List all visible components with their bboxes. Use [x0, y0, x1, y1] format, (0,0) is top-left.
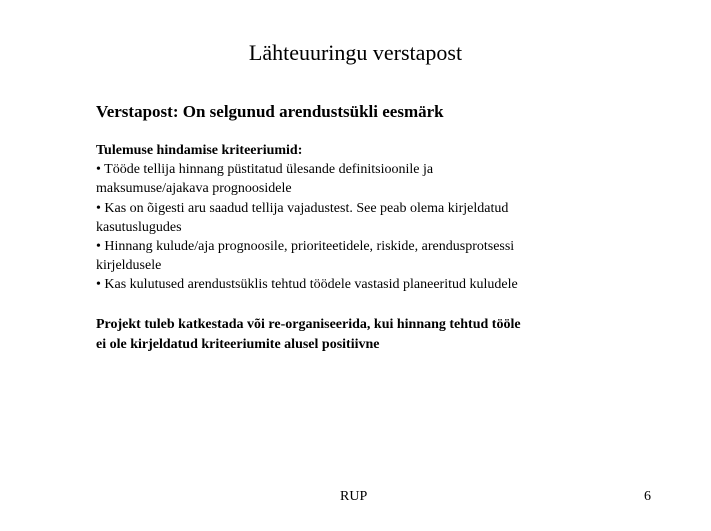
slide-footer: RUP	[340, 489, 368, 504]
criteria-line: • Kas on õigesti aru saadud tellija vajadustest. See peab olema kirjeldatud	[96, 200, 509, 216]
page-number: 6	[644, 489, 651, 504]
criteria-line: kirjeldusele	[96, 258, 162, 274]
conclusion-line: ei ole kirjeldatud kriteeriumite alusel positiivne	[96, 336, 380, 352]
criteria-line: • Kas kulutused arendustsüklis tehtud töödele vastasid planeeritud kuludele	[96, 277, 518, 293]
criteria-line: maksumuse/ajakava prognoosidele	[96, 181, 292, 197]
criteria-line: kasutuslugudes	[96, 219, 182, 235]
conclusion-line: Projekt tuleb katkestada või re-organiseerida, kui hinnang tehtud tööle	[96, 317, 521, 332]
criteria-block	[96, 141, 596, 295]
milestone-subtitle: Verstapost: On selgunud arendustsükli eesmärk	[96, 102, 444, 121]
criteria-heading: Tulemuse hindamise kriteeriumid:	[96, 143, 303, 158]
slide-title: Lähteuuringu verstapost	[248, 40, 463, 65]
conclusion-block	[96, 315, 596, 354]
criteria-line: • Tööde tellija hinnang püstitatud ülesande definitsioonile ja	[96, 162, 434, 178]
criteria-line: • Hinnang kulude/aja prognoosile, prioriteetidele, riskide, arendusprotsessi	[96, 239, 515, 255]
